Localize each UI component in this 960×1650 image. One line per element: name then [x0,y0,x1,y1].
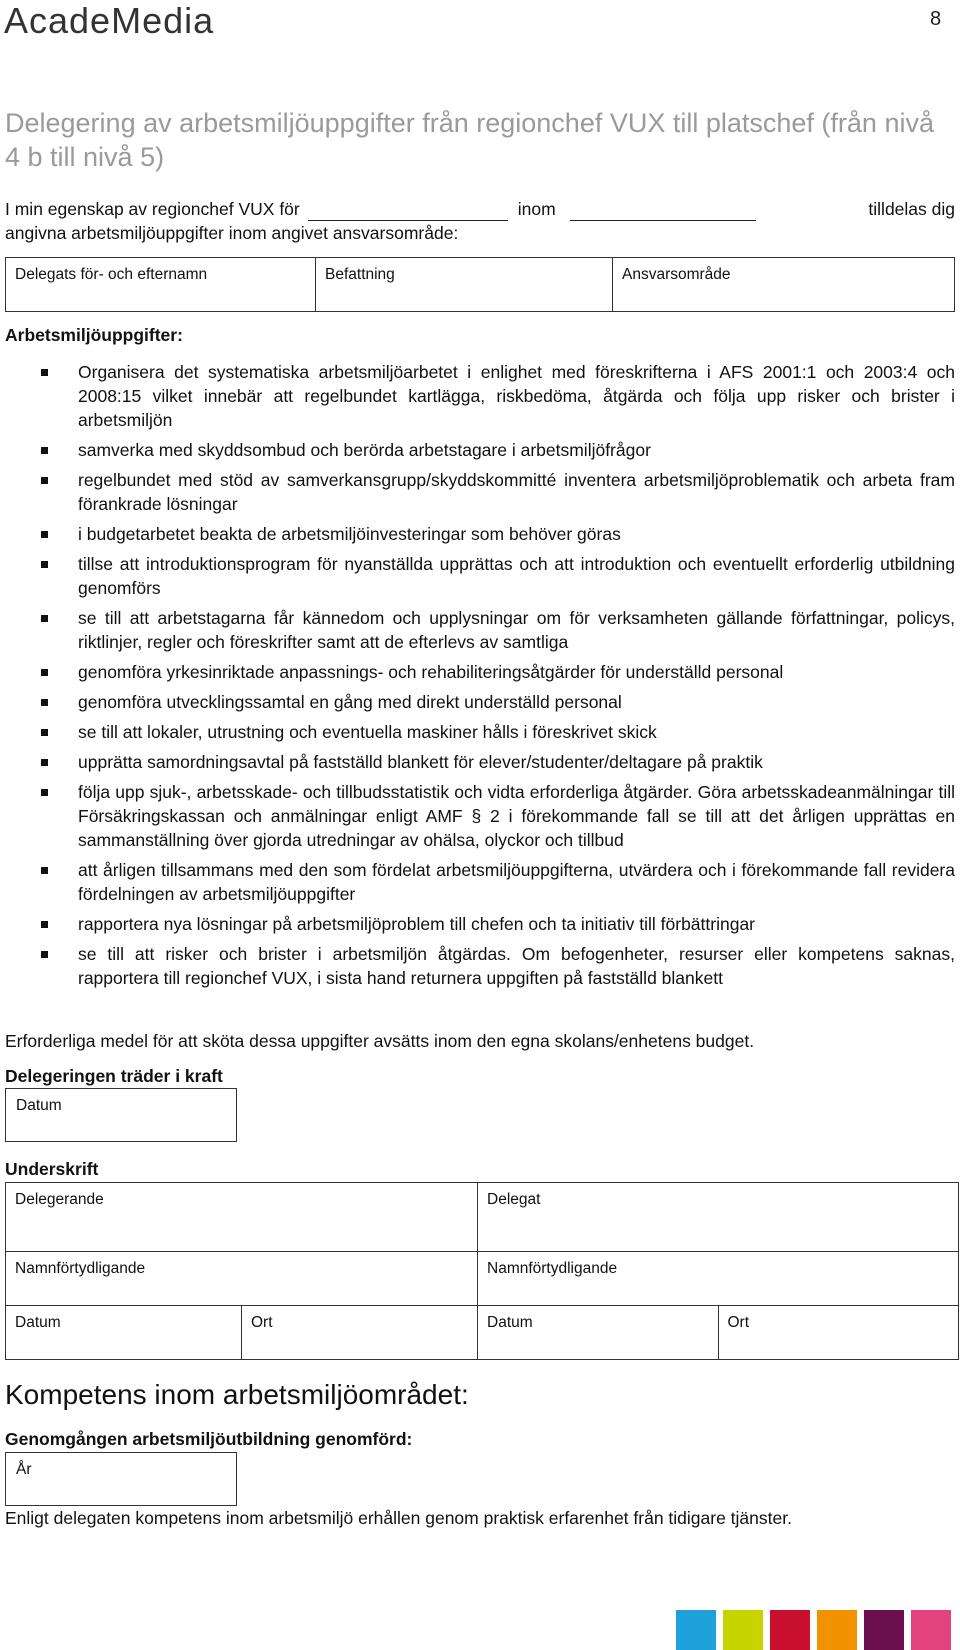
responsibility-area-label: Ansvarsområde [622,266,731,283]
delegate-signature-cell[interactable] [478,1183,959,1252]
effective-date-heading: Delegeringen träder i kraft [5,1066,223,1086]
intro-part-2: inom [517,199,556,219]
tasks-list [5,360,955,996]
responsibility-area-cell[interactable] [613,258,955,312]
list-item: tillse att introduktionsprogram för nyanställda upprättas och att introduktion och eventuellt erforderlig utbildning genomförs [5,552,955,600]
region-blank-field[interactable] [570,202,756,221]
square-bullet-icon [41,447,48,454]
square-bullet-icon [41,729,48,736]
delegator-signature-cell[interactable] [6,1183,478,1252]
list-item: se till att arbetstagarna får kännedom och upplysningar om för verksamheten gällande författningar, policys, riktlinjer, regler och föreskrifter samt att de efterlevs av samtliga [5,606,955,654]
list-item: att årligen tillsammans med den som fördelat arbetsmiljöuppgifterna, utvärdera och i förekommande fall revidera fördelningen av arbetsmiljöuppgifter [5,858,955,906]
delegate-place-cell[interactable] [718,1306,959,1360]
effective-date-label: Datum [16,1097,62,1114]
square-bullet-icon [41,669,48,676]
intro-paragraph [5,197,955,245]
year-label: År [16,1461,32,1478]
budget-statement: Erforderliga medel för att sköta dessa uppgifter avsätts inom den egna skolans/enhetens budget. [5,1031,755,1051]
delegate-info-table [5,257,955,312]
list-item: följa upp sjuk-, arbetsskade- och tillbudsstatistik och vidta erforderliga åtgärder. Göra arbetsskadeanmälningar till Försäkringskassan och anmälningar enligt AMF § 2 i förekommande fall se till att det årligen upprättas en sammanställning över gjorda utredningar av ohälsa, olyckor och tillbud [5,780,955,852]
training-heading: Genomgången arbetsmiljöutbildning genomförd: [5,1429,413,1449]
list-item: Organisera det systematiska arbetsmiljöarbetet i enlighet med föreskrifterna i AFS 2001:1 och 2003:4 och 2008:15 vilket innebär att regelbundet kartlägga, riskbedöma, åtgärda och följa upp risker och brister i arbetsmiljön [5,360,955,432]
signature-heading: Underskrift [5,1159,99,1179]
position-label: Befattning [325,266,395,283]
list-item: genomföra utvecklingssamtal en gång med direkt underställd personal [5,690,955,714]
list-item: genomföra yrkesinriktade anpassnings- och rehabiliteringsåtgärder för underställd personal [5,660,955,684]
square-bullet-icon [41,921,48,928]
competence-heading: Kompetens inom arbetsmiljöområdet: [5,1379,469,1410]
position-cell[interactable] [316,258,613,312]
intro-line-1 [5,197,955,221]
brand-color-swatch [817,1610,857,1650]
page-number: 8 [930,8,942,30]
list-item: upprätta samordningsavtal på fastställd blankett för elever/studenter/deltagare på praktik [5,750,955,774]
square-bullet-icon [41,759,48,766]
square-bullet-icon [41,615,48,622]
brand-color-swatch [911,1610,951,1650]
delegate-name-label: Delegats för- och efternamn [15,266,208,283]
intro-line-2: angivna arbetsmiljöuppgifter inom angivet ansvarsområde: [5,223,459,243]
brand-color-swatch [676,1610,716,1650]
page-title: Delegering av arbetsmiljöuppgifter från regionchef VUX till platschef (från nivå 4 b till nivå 5) [5,108,934,172]
square-bullet-icon [41,531,48,538]
square-bullet-icon [41,867,48,874]
date-label: Datum [487,1314,533,1331]
intro-part-1: I min egenskap av regionchef VUX för [5,199,300,219]
square-bullet-icon [41,699,48,706]
unit-blank-field[interactable] [308,202,508,221]
delegator-place-cell[interactable] [242,1306,478,1360]
name-clarification-label: Namnförtydligande [15,1260,146,1277]
delegate-label: Delegat [487,1191,541,1208]
signature-table [5,1182,959,1360]
delegator-label: Delegerande [15,1191,104,1208]
date-label: Datum [15,1314,61,1331]
brand-color-swatch [723,1610,763,1650]
delegate-date-cell[interactable] [478,1306,719,1360]
place-label: Ort [727,1314,750,1331]
tasks-heading: Arbetsmiljöuppgifter: [5,325,183,345]
list-item: rapportera nya lösningar på arbetsmiljöproblem till chefen och ta initiativ till förbättringar [5,912,955,936]
academedia-logo [4,2,324,38]
square-bullet-icon [41,789,48,796]
svg-text:AcadeMedia: AcadeMedia [4,2,215,38]
effective-date-field[interactable] [5,1088,237,1142]
delegate-name-cell[interactable] [6,258,316,312]
list-item: i budgetarbetet beakta de arbetsmiljöinvesteringar som behöver göras [5,522,955,546]
square-bullet-icon [41,561,48,568]
list-item: se till att risker och brister i arbetsmiljön åtgärdas. Om befogenheter, resurser eller kompetens saknas, rapportera till regionchef VUX, i sista hand returnera uppgiften på fastställd blankett [5,942,955,990]
list-item: se till att lokaler, utrustning och eventuella maskiner hålls i föreskrivet skick [5,720,955,744]
name-clarification-label: Namnförtydligande [487,1260,618,1277]
square-bullet-icon [41,951,48,958]
place-label: Ort [251,1314,273,1331]
list-item: samverka med skyddsombud och berörda arbetstagare i arbetsmiljöfrågor [5,438,955,462]
list-item: regelbundet med stöd av samverkansgrupp/skyddskommitté inventera arbetsmiljöproblematik och arbeta fram förankrade lösningar [5,468,955,516]
square-bullet-icon [41,477,48,484]
delegator-date-cell[interactable] [6,1306,242,1360]
delegator-name-clarification-cell[interactable] [6,1252,478,1306]
brand-color-swatch [864,1610,904,1650]
brand-color-bar [676,1610,951,1650]
square-bullet-icon [41,369,48,376]
brand-color-swatch [770,1610,810,1650]
experience-statement: Enligt delegaten kompetens inom arbetsmiljö erhållen genom praktisk erfarenhet från tidigare tjänster. [5,1508,792,1528]
intro-part-3: tilldelas dig [868,199,955,219]
training-year-field[interactable] [5,1452,237,1506]
delegate-name-clarification-cell[interactable] [478,1252,959,1306]
